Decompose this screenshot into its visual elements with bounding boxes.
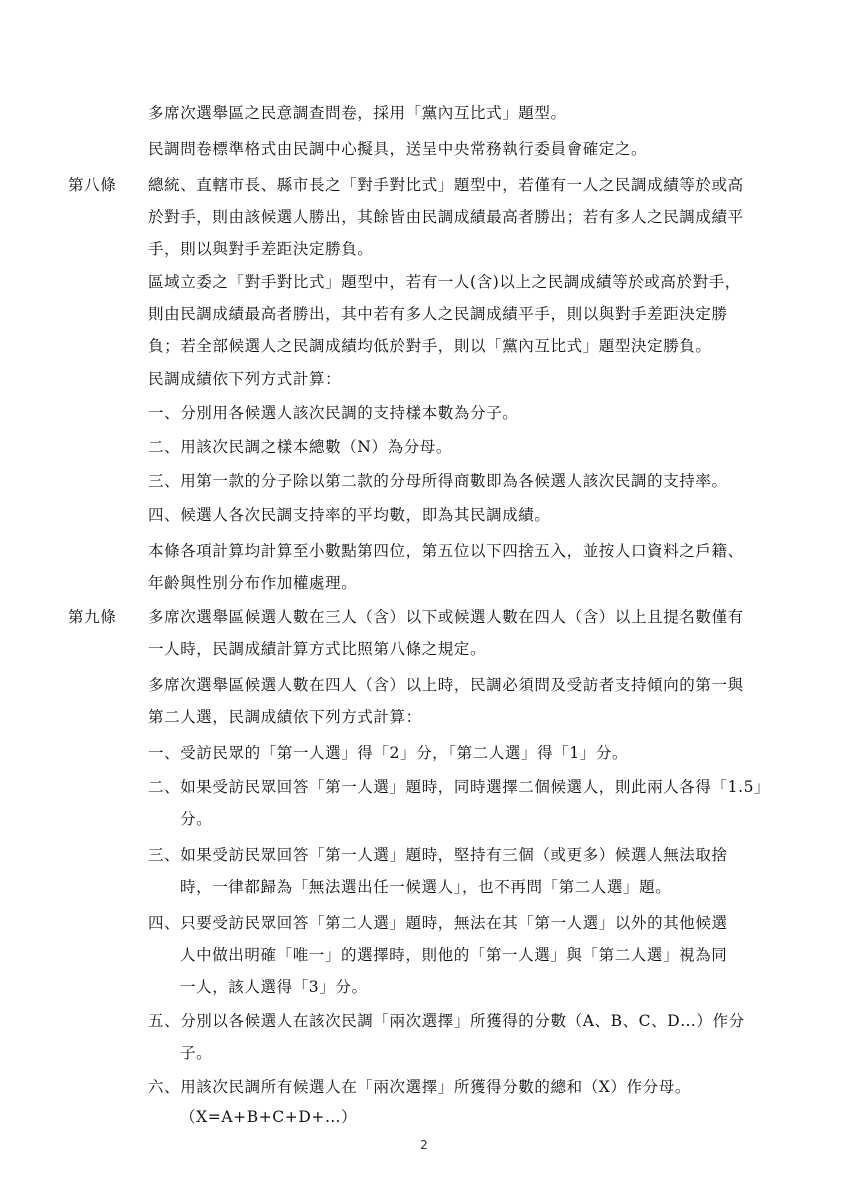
text-line: 民調成績依下列方式計算： [148, 370, 342, 388]
text-line: 多席次選舉區之民意調查問卷，採用「黨內互比式」題型。 [148, 104, 567, 122]
text-line: 本條各項計算均計算至小數點第四位，第五位以下四捨五入，並按人口資料之戶籍、 [148, 542, 744, 560]
text-line: 多席次選舉區候選人數在四人（含）以上時，民調必須問及受訪者支持傾向的第一與 [148, 676, 744, 694]
text-line: 多席次選舉區候選人數在三人（含）以下或候選人數在四人（含）以上且提名數僅有 [148, 608, 744, 626]
text-line: 四、只要受訪民眾回答「第二人選」題時，無法在其「第一人選」以外的其他候選 [148, 914, 728, 932]
text-line: 三、如果受訪民眾回答「第一人選」題時，堅持有三個（或更多）候選人無法取捨 [148, 846, 728, 864]
text-line: 五、分別以各候選人在該次民調「兩次選擇」所獲得的分數（A、B、C、D…）作分 [148, 1012, 745, 1030]
text-line: 人中做出明確「唯一」的選擇時，則他的「第一人選」與「第二人選」視為同 [180, 946, 728, 964]
article-label-8: 第八條 [68, 176, 117, 194]
text-line: 區域立委之「對手對比式」題型中，若有一人(含)以上之民調成績等於或高於對手， [148, 273, 741, 291]
text-line: 子。 [180, 1044, 213, 1062]
text-line: 三、用第一款的分子除以第二款的分母所得商數即為各候選人該次民調的支持率。 [148, 472, 728, 490]
page-number: 2 [420, 1138, 428, 1152]
text-line: 四、候選人各次民調支持率的平均數，即為其民調成績。 [148, 506, 551, 524]
text-line: 一人時，民調成績計算方式比照第八條之規定。 [148, 640, 487, 658]
text-line: 第二人選，民調成績依下列方式計算： [148, 708, 422, 726]
text-line: 總統、直轄市長、縣市長之「對手對比式」題型中，若僅有一人之民調成績等於或高 [148, 176, 744, 194]
text-line: 二、如果受訪民眾回答「第一人選」題時，同時選擇二個候選人，則此兩人各得「1.5」 [148, 778, 771, 796]
text-line: 於對手，則由該候選人勝出，其餘皆由民調成績最高者勝出；若有多人之民調成績平 [148, 208, 744, 226]
text-line: 則由民調成績最高者勝出，其中若有多人之民調成績平手，則以與對手差距決定勝 [148, 305, 728, 323]
text-line: 六、用該次民調所有候選人在「兩次選擇」所獲得分數的總和（X）作分母。 [148, 1078, 691, 1096]
text-line: 二、用該次民調之樣本總數（N）為分母。 [148, 438, 452, 456]
text-line: 分。 [180, 810, 213, 828]
text-line: 一人，該人選得「3」分。 [180, 978, 368, 996]
text-line: 負；若全部候選人之民調成績均低於對手，則以「黨內互比式」題型決定勝負。 [148, 337, 712, 355]
text-line: 手，則以與對手差距決定勝負。 [148, 240, 374, 258]
text-line: 年齡與性別分布作加權處理。 [148, 574, 358, 592]
text-line: 時，一律都歸為「無法選出任一候選人」，也不再問「第二人選」題。 [180, 878, 672, 896]
text-line: 一、受訪民眾的「第一人選」得「2」分，「第二人選」得「1」分。 [148, 744, 629, 762]
text-line: （X=A+B+C+D+…） [180, 1108, 358, 1126]
article-label-9: 第九條 [68, 608, 117, 626]
text-line: 民調問卷標準格式由民調中心擬具，送呈中央常務執行委員會確定之。 [148, 140, 648, 158]
text-line: 一、分別用各候選人該次民調的支持樣本數為分子。 [148, 404, 519, 422]
